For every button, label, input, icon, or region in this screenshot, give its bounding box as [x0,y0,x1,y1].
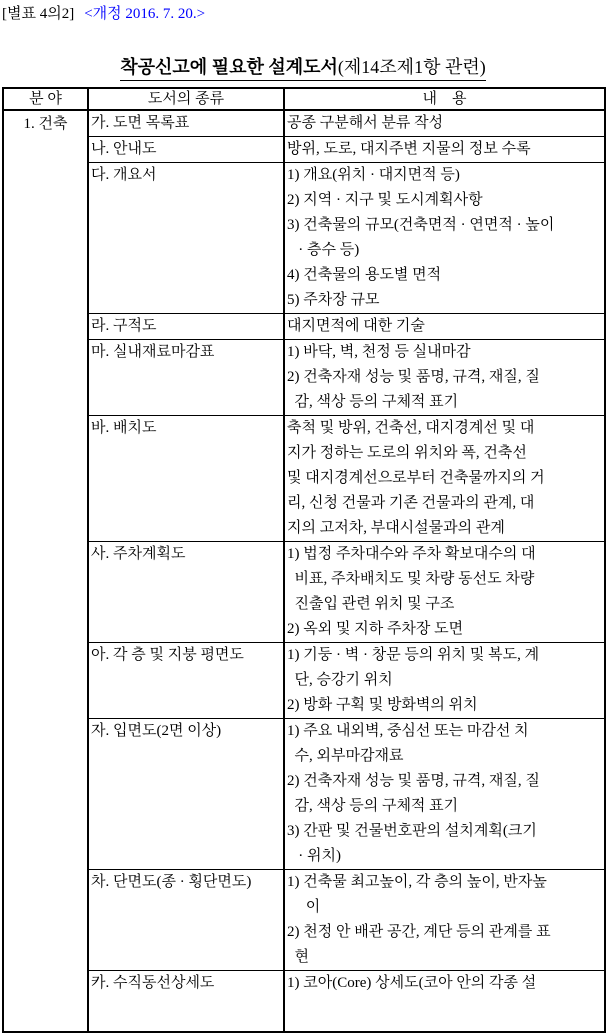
content-line: · 층수 등) [287,242,360,258]
table-row [3,643,605,719]
document-content-cell [284,971,605,1033]
document-kind-cell [88,340,284,416]
document-kind-cell [88,971,284,1033]
document-kind-label: 카. 수직동선상세도 [91,975,215,991]
content-line: 이 [287,899,321,915]
document-content-cell [284,110,605,137]
document-kind-label: 아. 각 층 및 지붕 평면도 [91,647,244,663]
doc-label-line [0,0,606,25]
document-content-cell [284,542,605,643]
document-kind-label: 자. 입면도(2면 이상) [91,723,222,739]
content-line: 1) 주요 내외벽, 중심선 또는 마감선 치 [287,723,529,739]
document-kind-label: 마. 실내재료마감표 [91,344,215,360]
document-kind-label: 다. 개요서 [91,167,157,183]
content-line: 2) 천정 안 배관 공간, 계단 등의 관계를 표 [287,924,551,940]
document-content-cell [284,314,605,340]
content-line: 대지면적에 대한 기술 [287,318,425,334]
table-row [3,971,605,1033]
content-line: 리, 신청 건물과 기존 건물과의 관계, 대 [287,495,535,511]
table-row [3,870,605,971]
content-line: 지의 고저차, 부대시설물과의 관계 [287,520,505,536]
content-line: 2) 방화 구획 및 방화벽의 위치 [287,697,478,713]
table-row [3,542,605,643]
document-content-cell [284,719,605,870]
col-header-content: 내 용 [284,88,605,110]
content-line: 4) 건축물의 용도별 면적 [287,267,442,283]
content-line: 단, 승강기 위치 [287,672,393,688]
document-kind-cell [88,719,284,870]
document-kind-label: 사. 주차계획도 [91,546,186,562]
content-line: 공종 구분해서 분류 작성 [287,115,444,131]
content-line: 2) 옥외 및 지하 주차장 도면 [287,621,464,637]
content-line: 방위, 도로, 대지주변 지물의 정보 수록 [287,141,531,157]
document-kind-label: 라. 구적도 [91,318,157,334]
content-line: 1) 코아(Core) 상세도(코아 안의 각종 설 [287,975,537,991]
design-documents-table [2,87,606,1033]
content-line: 2) 건축자재 성능 및 품명, 규격, 재질, 질 [287,369,540,385]
document-kind-label: 나. 안내도 [91,141,157,157]
page-title-sub: (제14조제1항 관련) [337,57,486,77]
table-header-row [3,88,605,110]
page-title [0,55,606,81]
document-kind-label: 차. 단면도(종 · 횡단면도) [91,874,252,890]
content-line: 축척 및 방위, 건축선, 대지경계선 및 대 [287,420,535,436]
document-kind-cell [88,110,284,137]
table-row [3,137,605,163]
content-line: 3) 건축물의 규모(건축면적 · 연면적 · 높이 [287,217,555,233]
document-kind-cell [88,137,284,163]
content-line: 현 [287,949,309,965]
table-row [3,314,605,340]
content-line: 1) 법정 주차대수와 주차 확보대수의 대 [287,546,536,562]
content-line: · 위치) [287,848,341,864]
content-line: 2) 지역 · 지구 및 도시계획사항 [287,192,483,208]
page-title-main: 착공신고에 필요한 설계도서 [120,57,338,77]
content-line: 감, 색상 등의 구체적 표기 [287,798,459,814]
document-content-cell [284,643,605,719]
document-kind-label: 가. 도면 목록표 [91,115,190,131]
content-line: 5) 주차장 규모 [287,292,380,308]
document-kind-cell [88,870,284,971]
document-kind-label: 바. 배치도 [91,420,157,436]
revision-note: <개정 2016. 7. 20.> [84,6,206,22]
content-line: 및 대지경계선으로부터 건축물까지의 거 [287,470,545,486]
document-kind-cell [88,643,284,719]
document-content-cell [284,870,605,971]
content-line: 수, 외부마감재료 [287,748,404,764]
content-line: 비표, 주차배치도 및 차량 동선도 차량 [287,571,535,587]
content-line: 3) 간판 및 건물번호판의 설치계획(크기 [287,823,537,839]
table-row [3,340,605,416]
doc-label: [별표 4의2] [2,6,75,22]
content-line: 2) 건축자재 성능 및 품명, 규격, 재질, 질 [287,773,540,789]
field-group-label: 1. 건축 [23,116,68,132]
col-header-kind: 도서의 종류 [88,88,284,110]
document-content-cell [284,163,605,314]
table-row [3,416,605,542]
document-content-cell [284,340,605,416]
content-line: 감, 색상 등의 구체적 표기 [287,394,459,410]
content-line: 1) 바닥, 벽, 천정 등 실내마감 [287,344,471,360]
content-line: 1) 개요(위치 · 대지면적 등) [287,167,460,183]
content-line: 1) 기둥 · 벽 · 창문 등의 위치 및 복도, 계 [287,647,540,663]
table-row [3,110,605,137]
document-kind-cell [88,416,284,542]
table-row [3,719,605,870]
document-content-cell [284,416,605,542]
content-line: 진출입 관련 위치 및 구조 [287,596,455,612]
document-kind-cell [88,314,284,340]
col-header-field: 분 야 [3,88,88,110]
content-line: 1) 건축물 최고높이, 각 층의 높이, 반자높 [287,874,547,890]
field-group-cell [3,110,88,1032]
document-content-cell [284,137,605,163]
content-line: 지가 정하는 도로의 위치와 폭, 건축선 [287,445,527,461]
document-kind-cell [88,542,284,643]
table-row [3,163,605,314]
page-title-underline [120,55,485,81]
document-kind-cell [88,163,284,314]
